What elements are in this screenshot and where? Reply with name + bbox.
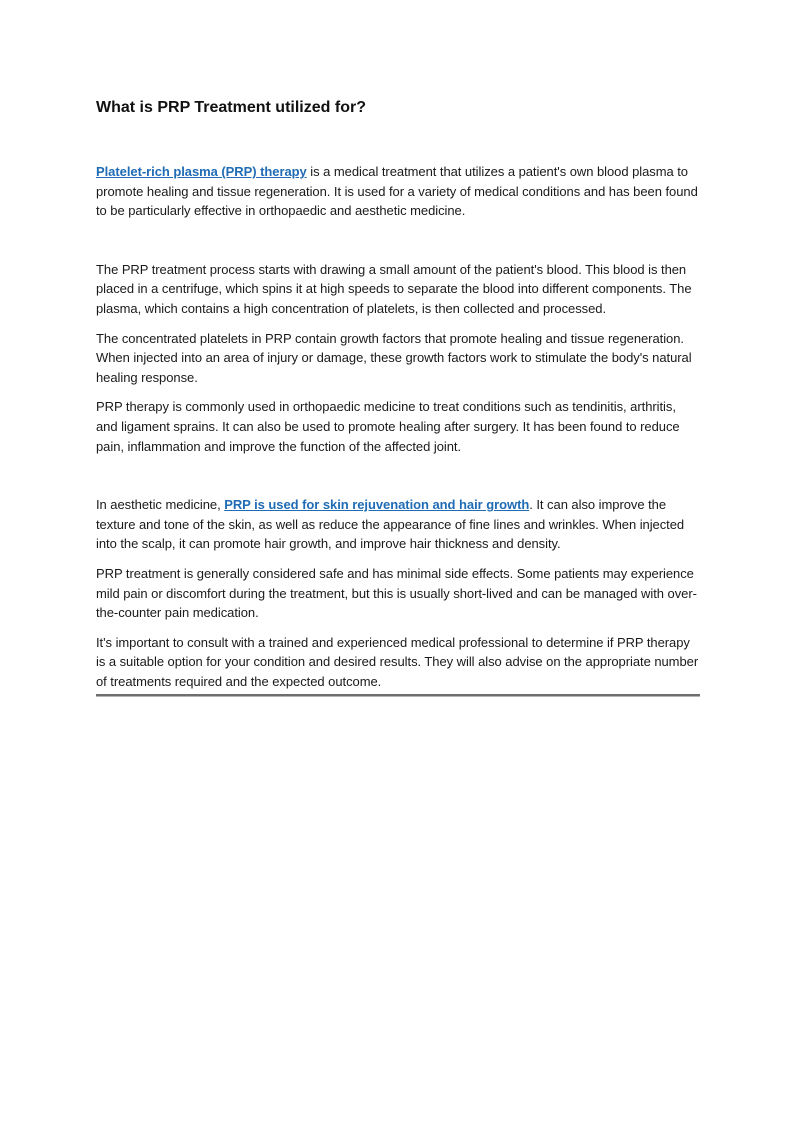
paragraph-growth-factors: The concentrated platelets in PRP contain growth factors that promote healing and tissue regeneration. When injected into an area of injury or damage, these growth factors work to stimulate the body's natural healing response. xyxy=(96,330,692,385)
paragraph-safety: PRP treatment is generally considered safe and has minimal side effects. Some patients may experience mild pain or discomfort during the treatment, but this is usually short-lived and can be managed with over-the-counter pain medication. xyxy=(96,565,697,621)
document-page xyxy=(96,96,700,697)
page-title: What is PRP Treatment utilized for? xyxy=(96,99,366,116)
paragraph-prp-intro xyxy=(96,162,700,221)
horizontal-divider xyxy=(96,694,700,697)
paragraph-aesthetic-lead: In aesthetic medicine, xyxy=(96,497,225,513)
prp-therapy-link[interactable]: Platelet-rich plasma (PRP) therapy xyxy=(96,164,307,179)
paragraph-consultation: It's important to consult with a trained and experienced medical professional to determine if PRP therapy is a suitable option for your condition and desired results. They will also advise on the appropriate number of treatments required and the expected outcome. xyxy=(96,634,699,689)
paragraph-aesthetic xyxy=(96,495,700,554)
paragraph-aesthetic-text: . It can also improve the texture and tone of the skin, as well as reduce the appearance of fine lines and wrinkles. When injected into the scalp, it can promote hair growth, and improve hair thickness and density. xyxy=(96,497,685,552)
skin-rejuvenation-link[interactable]: PRP is used for skin rejuvenation and hair growth xyxy=(224,497,530,513)
paragraph-orthopaedic: PRP therapy is commonly used in orthopaedic medicine to treat conditions such as tendinitis, arthritis, and ligament sprains. It can also be used to promote healing after surgery. It has been found to reduce pain, inflammation and improve the function of the affected joint. xyxy=(96,399,680,454)
paragraph-prp-intro-text: is a medical treatment that utilizes a patient's own blood plasma to promote healing and tissue regeneration. It is used for a variety of medical conditions and has been found to be particularly effective in orthopaedic and aesthetic medicine. xyxy=(96,164,698,219)
paragraph-process: The PRP treatment process starts with drawing a small amount of the patient's blood. This blood is then placed in a centrifuge, which spins it at high speeds to separate the blood into different components. The plasma, which contains a high concentration of platelets, is then collected and processed. xyxy=(96,261,692,316)
